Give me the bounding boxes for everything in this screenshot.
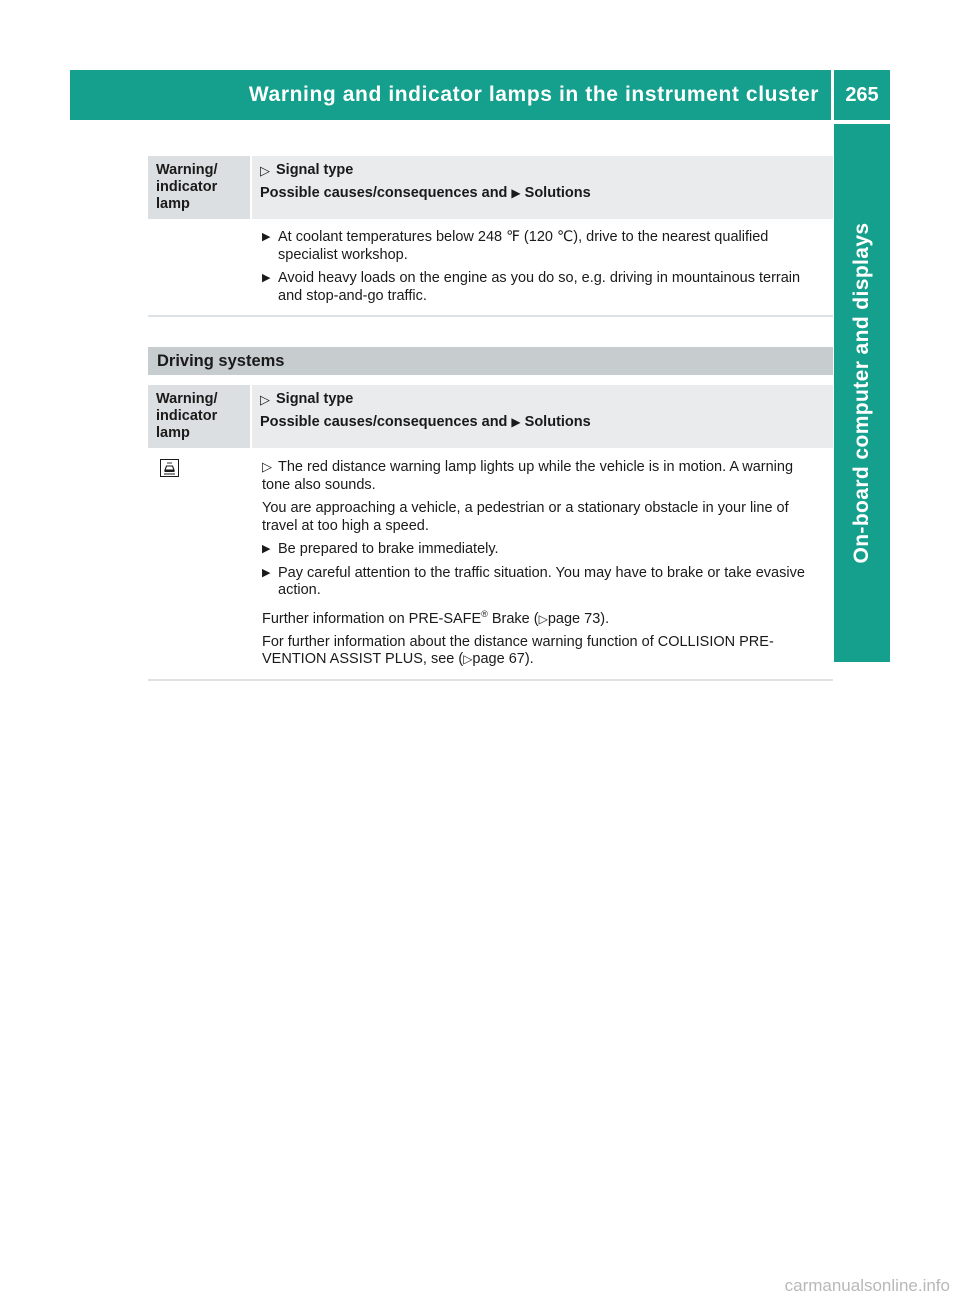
step-text: Avoid heavy loads on the engine as you do so, e.g. driving in mountainous terrain and stop-and-go traffic. [278, 270, 801, 304]
side-tab-label: On-board computer and displays [850, 222, 873, 564]
step-arrow-icon: ▶ [262, 566, 271, 579]
lamp-cell [148, 219, 250, 315]
page-header-title: Warning and indicator lamps in the instrument cluster [248, 83, 819, 106]
page-reference-link[interactable]: page 67). [472, 651, 534, 668]
lamp-column-header: Warning/ indicator lamp [148, 385, 250, 448]
signal-text: The red distance warning lamp lights up while the vehicle is in motion. A warning tone also sounds. [262, 459, 794, 493]
signal-triangle-icon: ▷ [260, 163, 270, 178]
warning-lamp-table-2 [148, 385, 833, 681]
list-item [262, 541, 825, 559]
further-info-collision [262, 634, 825, 669]
signal-triangle-icon: ▷ [262, 459, 272, 474]
table-header [148, 385, 833, 448]
lamp-column-header: Warning/ indicator lamp [148, 156, 250, 219]
watermark: carmanualsonline.info [784, 1276, 950, 1295]
solution-arrow-icon: ▶ [511, 415, 521, 429]
step-text: Pay careful attention to the traffic situation. You may have to brake or take evasive action. [278, 564, 805, 598]
page-reference-link[interactable]: page 73). [547, 610, 610, 627]
cause-paragraph: You are approaching a vehicle, a pedestrian or a stationary obstacle in your line of travel at too high a speed. [262, 500, 789, 534]
signal-paragraph [262, 458, 825, 494]
causes-label: Possible causes/consequences and [260, 185, 508, 201]
description-cell [252, 448, 833, 679]
solutions-label: Solutions [524, 414, 591, 430]
list-item [262, 565, 825, 600]
causes-label: Possible causes/consequences and [260, 414, 508, 430]
further-info-text: For further information about the distance warning function of COLLISION PRE-VENTION ASSIST PLUS, see ( [262, 633, 774, 668]
page-reference-icon: ▷ [538, 611, 548, 626]
further-info-pre-safe [262, 606, 825, 628]
warning-lamp-table-1 [148, 156, 833, 317]
list-item [262, 270, 825, 305]
page-number: 265 [834, 70, 890, 120]
description-cell [252, 219, 833, 315]
section-heading: Driving systems [148, 347, 833, 375]
page-reference-icon: ▷ [463, 652, 473, 667]
further-info-text: Further information on PRE-SAFE [262, 610, 482, 627]
signal-type-label: Signal type [276, 162, 354, 178]
table-header [148, 156, 833, 219]
solution-arrow-icon: ▶ [511, 186, 521, 200]
signal-triangle-icon: ▷ [260, 392, 270, 407]
step-arrow-icon: ▶ [262, 272, 271, 284]
description-column-header [252, 385, 833, 448]
table-row [148, 448, 833, 681]
step-text: Be prepared to brake immediately. [278, 541, 499, 557]
step-arrow-icon: ▶ [262, 543, 271, 555]
distance-warning-lamp-icon [160, 459, 179, 477]
solutions-label: Solutions [524, 185, 591, 201]
page-header-bar [70, 70, 831, 120]
signal-type-label: Signal type [276, 391, 354, 407]
step-text: At coolant temperatures below 248 ℉ (120 ℃), drive to the nearest qualified specialist workshop. [278, 229, 769, 263]
table-row [148, 219, 833, 317]
description-column-header [252, 156, 833, 219]
registered-mark: ® [481, 608, 488, 619]
lamp-cell [148, 448, 250, 679]
step-arrow-icon: ▶ [262, 231, 271, 243]
thumb-index-marker [850, 588, 890, 640]
list-item [262, 229, 825, 264]
further-info-text: Brake ( [487, 610, 539, 627]
